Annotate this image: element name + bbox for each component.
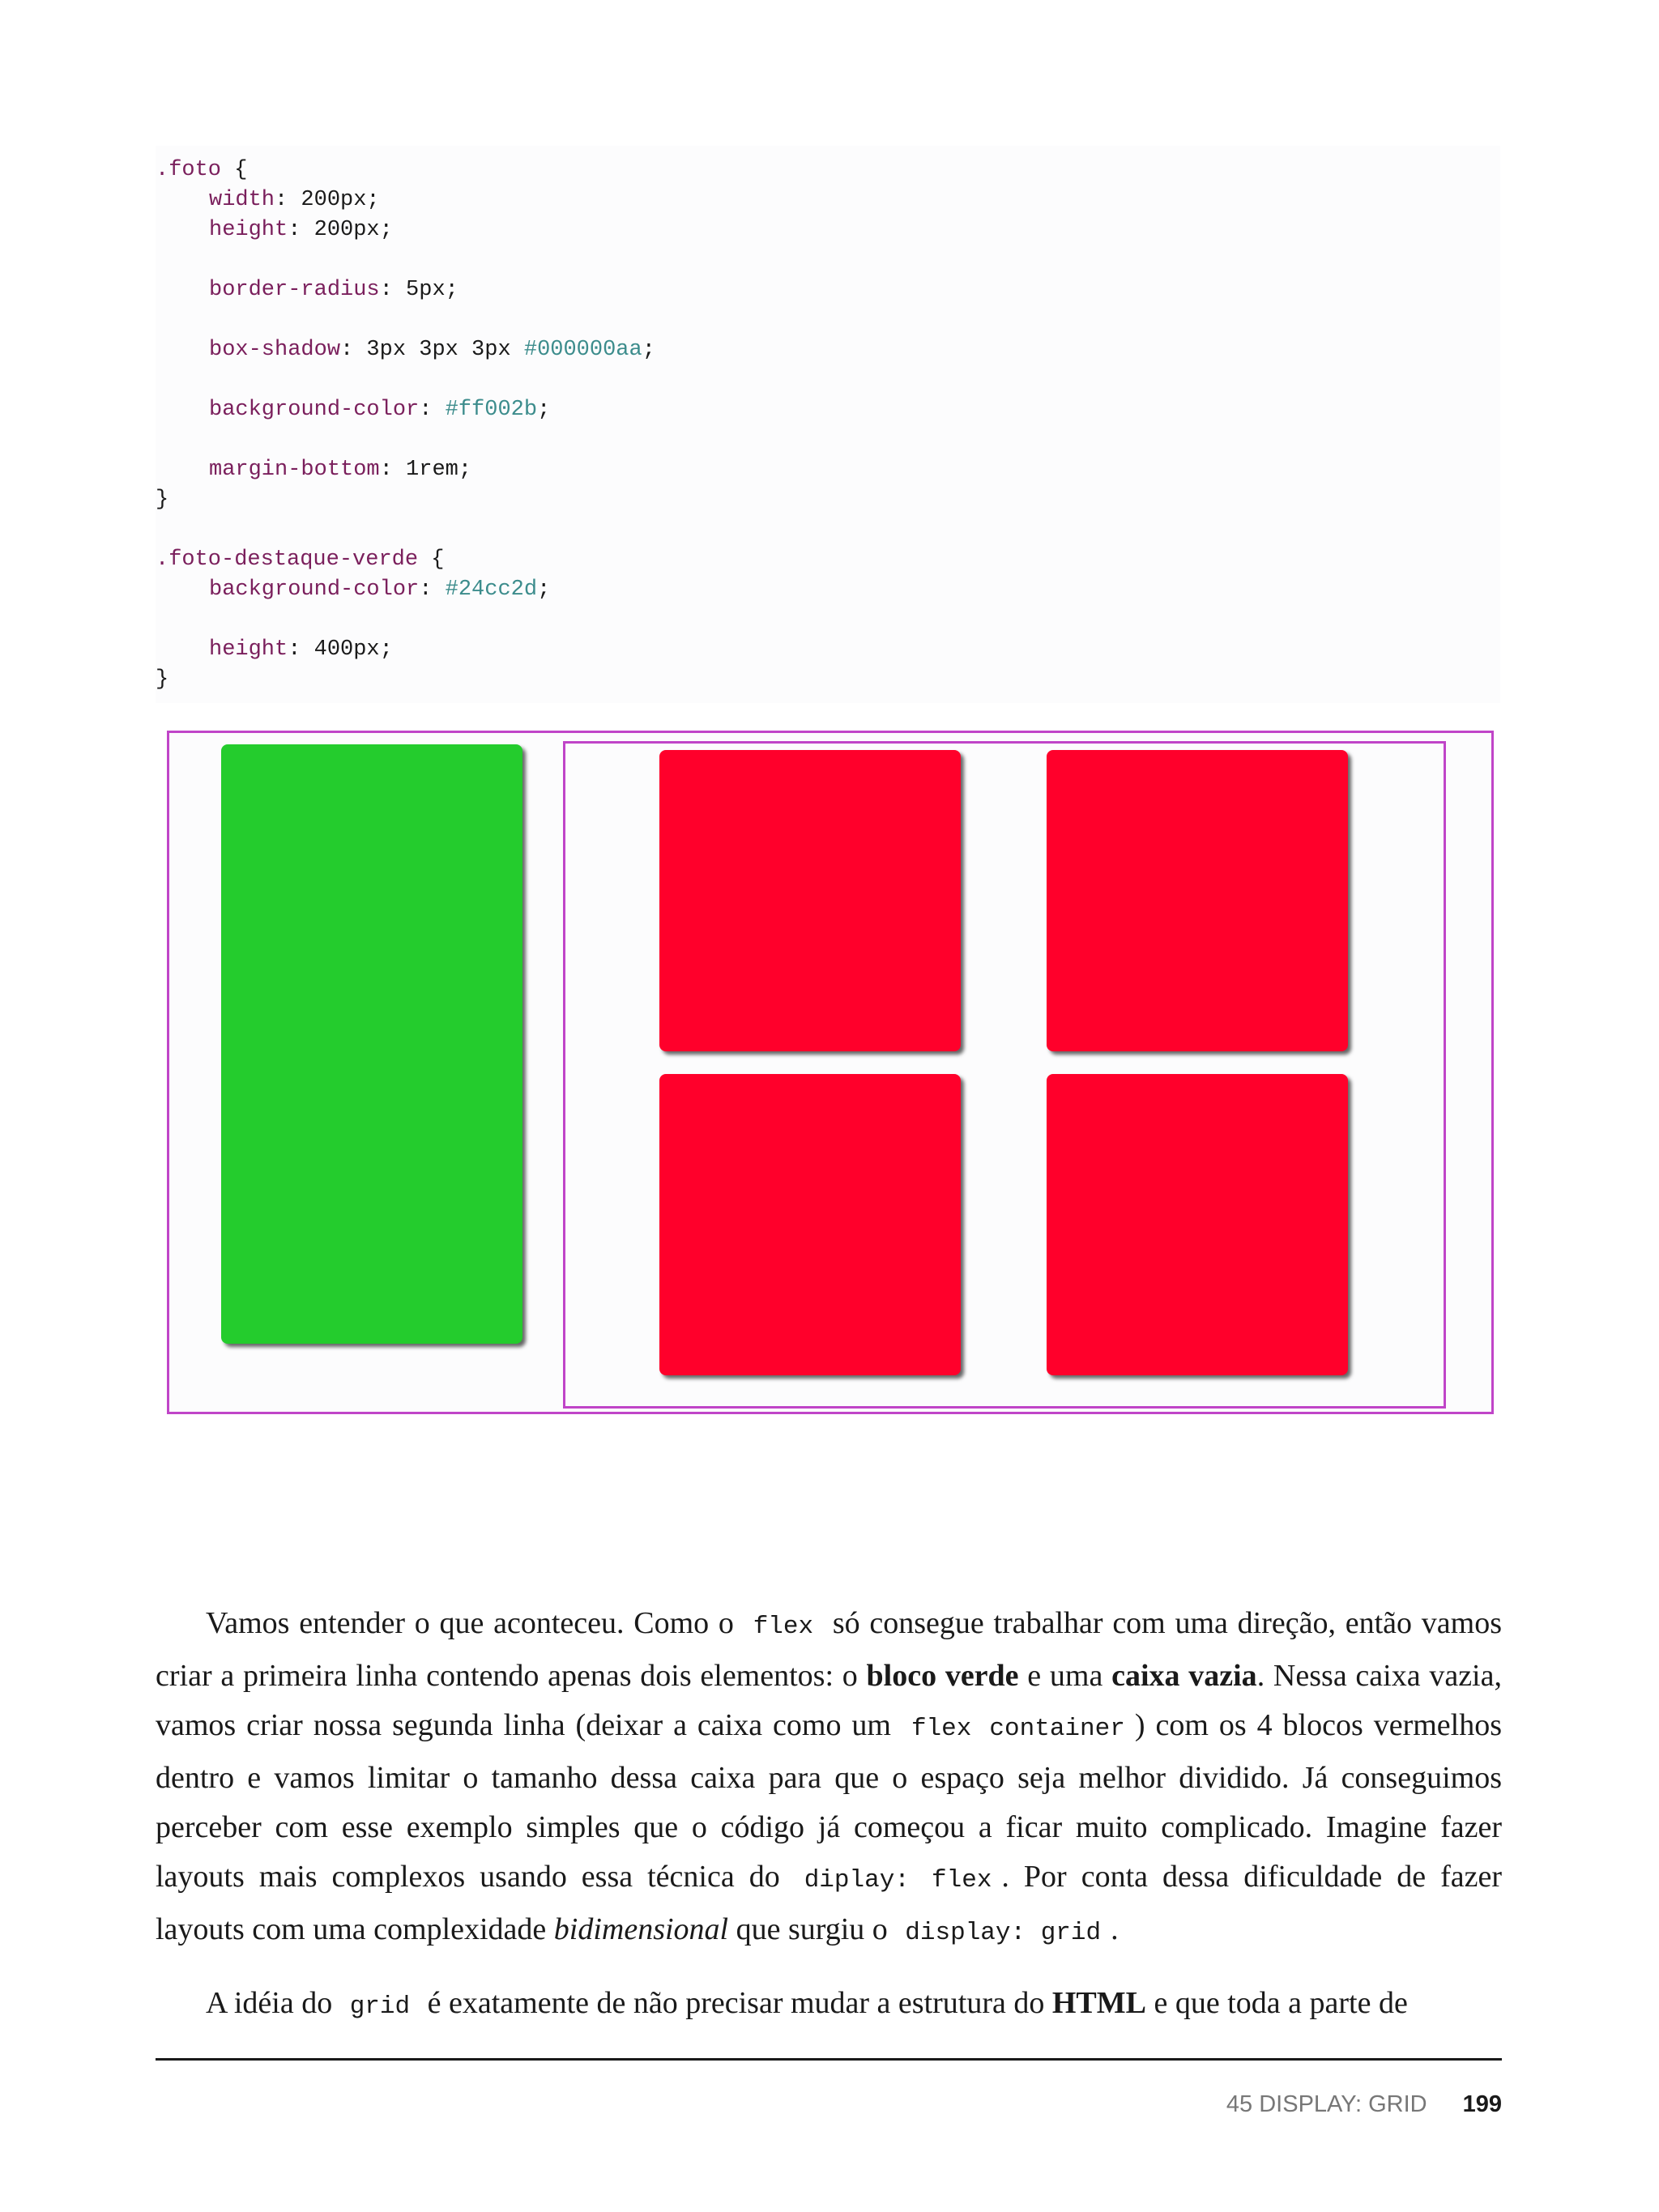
css-value: : 3px 3px 3px <box>340 338 524 362</box>
css-value: : 5px; <box>379 278 458 302</box>
css-property: height <box>209 218 288 242</box>
red-block <box>659 750 961 1051</box>
text-run: só consegue trabalhar com uma direção, então vamos criar a primeira linha contendo apenas dois elementos: o <box>156 1606 1502 1693</box>
page-number: 199 <box>1462 2091 1502 2117</box>
inline-code: diplay: flex <box>804 1866 992 1894</box>
css-property: margin-bottom <box>209 458 380 482</box>
inline-code: grid <box>349 1993 411 2021</box>
code-line <box>209 635 393 665</box>
css-hex-value: #24cc2d <box>445 578 538 602</box>
text-run: Vamos entender o que aconteceu. Como o <box>206 1606 744 1640</box>
chapter-title: 45 DISPLAY: GRID <box>1226 2091 1427 2117</box>
css-value: : <box>419 578 446 602</box>
red-block <box>659 1074 961 1375</box>
code-line <box>209 395 550 425</box>
body-text <box>156 1599 1502 1958</box>
text-run: é exatamente de não precisar mudar a estrutura do <box>420 1986 1052 2020</box>
css-value: : 1rem; <box>379 458 472 482</box>
text-run: que surgiu o <box>728 1912 896 1946</box>
paragraph <box>156 1979 1502 2031</box>
text-run: e que toda a parte de <box>1146 1986 1408 2020</box>
red-block <box>1047 750 1348 1051</box>
text-run: e uma <box>1018 1659 1112 1693</box>
inline-code: flex container <box>911 1715 1125 1743</box>
css-property: width <box>209 188 275 212</box>
bold-text: bloco verde <box>866 1659 1019 1693</box>
code-line <box>209 335 655 365</box>
red-block <box>1047 1074 1348 1375</box>
code-line <box>209 455 471 485</box>
code-line <box>209 215 393 245</box>
text-run: ) com os 4 blocos vermelhos dentro e vamos limitar o tamanho dessa caixa para que o espaço seja melhor dividido. Já conseguimos perceber com esse exemplo simples que o código já começou a ficar muito complicado. Imagine fazer layouts mais complexos usando essa técnica do <box>156 1708 1502 1894</box>
css-value: : 200px; <box>275 188 380 212</box>
code-brace: } <box>156 667 169 692</box>
body-text <box>156 1979 1502 2031</box>
text-run: . Por conta dessa dificuldade de fazer layouts com uma complexidade <box>156 1860 1502 1946</box>
css-property: box-shadow <box>209 338 341 362</box>
paragraph <box>156 1599 1502 1958</box>
code-line <box>156 665 168 695</box>
inline-code: display: grid <box>905 1919 1102 1947</box>
code-line <box>156 485 168 515</box>
code-line <box>209 575 550 605</box>
text-run: . <box>1111 1912 1119 1946</box>
text-run: A idéia do <box>206 1986 340 2020</box>
code-semicolon: ; <box>537 398 551 422</box>
bold-text: caixa vazia <box>1111 1659 1257 1693</box>
code-brace: { <box>418 548 445 572</box>
css-value: : 400px; <box>288 637 393 662</box>
css-value: : 200px; <box>288 218 393 242</box>
code-line <box>156 156 247 185</box>
css-selector: .foto-destaque-verde <box>156 548 419 572</box>
css-code-block <box>156 146 1500 703</box>
css-property: height <box>209 637 288 662</box>
code-semicolon: ; <box>642 338 655 362</box>
code-brace: } <box>156 488 169 512</box>
css-property: border-radius <box>209 278 380 302</box>
css-property: background-color <box>209 398 420 422</box>
bold-text: HTML <box>1051 1986 1146 2020</box>
code-line <box>156 545 444 575</box>
css-property: background-color <box>209 578 420 602</box>
css-selector: .foto <box>156 158 222 182</box>
page-footer <box>1226 2091 1502 2118</box>
flex-container-box <box>563 741 1446 1409</box>
css-hex-value: #000000aa <box>523 338 642 362</box>
inline-code: flex <box>753 1613 814 1641</box>
flex-layout-demo <box>167 731 1494 1414</box>
italic-text: bidimensional <box>553 1912 729 1946</box>
footer-divider <box>156 2058 1502 2061</box>
css-hex-value: #ff002b <box>445 398 538 422</box>
green-featured-block <box>221 744 522 1344</box>
code-line <box>209 275 458 305</box>
code-semicolon: ; <box>537 578 551 602</box>
code-brace: { <box>221 158 248 182</box>
css-value: : <box>419 398 446 422</box>
text-run: . Nessa caixa vazia, vamos criar nossa segunda linha (deixar a caixa como um <box>156 1659 1502 1742</box>
code-line <box>209 185 380 215</box>
